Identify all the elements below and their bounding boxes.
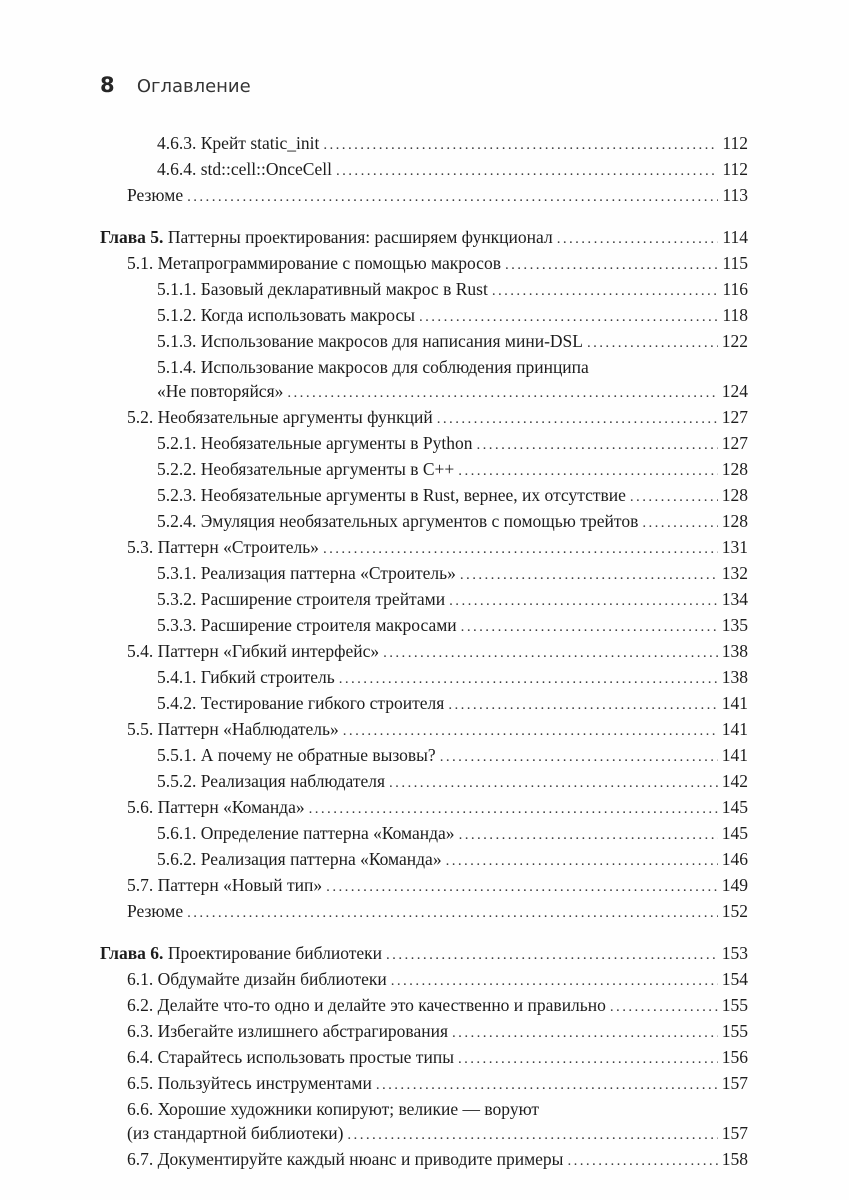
toc-entry-label: 5.2.3. Необязательные аргументы в Rust, вернее, их отсутствие	[157, 485, 626, 505]
toc-entry-page: 145	[721, 823, 748, 843]
page-number: 8	[100, 73, 115, 97]
toc-entry-label: 5.2.2. Необязательные аргументы в C++	[157, 459, 455, 479]
toc-entry-label: Глава 6. Проектирование библиотеки	[100, 943, 383, 963]
toc-entry	[100, 717, 748, 743]
toc-entry	[100, 1121, 748, 1147]
dot-leader	[557, 225, 719, 251]
toc-entry-page: 114	[722, 227, 748, 247]
dot-leader	[448, 691, 717, 717]
toc-entry	[100, 1071, 748, 1097]
dot-leader	[460, 561, 718, 587]
dot-leader	[492, 277, 719, 303]
toc-entry-label: 6.4. Старайтесь использовать простые типы	[127, 1047, 454, 1067]
dot-leader	[287, 379, 717, 405]
toc-entry-page: 134	[721, 589, 748, 609]
dot-leader	[383, 639, 718, 665]
toc-entry	[100, 405, 748, 431]
toc-entry	[100, 157, 748, 183]
dot-leader	[642, 509, 717, 535]
toc-entry-page: 153	[721, 943, 748, 963]
toc-entry-page: 113	[722, 185, 748, 205]
toc-entry-page: 152	[721, 901, 748, 921]
dot-leader	[610, 993, 718, 1019]
dot-leader	[476, 431, 717, 457]
toc-entry-label: 5.5. Паттерн «Наблюдатель»	[127, 719, 339, 739]
toc-entry	[100, 303, 748, 329]
toc-entry-label: 6.6. Хорошие художники копируют; великие — воруют	[127, 1099, 540, 1119]
toc-entry-page: 154	[721, 969, 748, 989]
dot-leader	[419, 303, 718, 329]
toc-chapter-prefix: Глава 5.	[100, 227, 164, 247]
toc-entry	[100, 183, 748, 209]
toc-entry	[100, 743, 748, 769]
dot-leader	[446, 847, 718, 873]
toc-entry-page: 128	[721, 485, 748, 505]
toc-entry-label: 5.1. Метапрограммирование с помощью макросов	[127, 253, 501, 273]
toc-entry-label: 5.1.4. Использование макросов для соблюдения принципа	[157, 357, 589, 377]
toc-entry	[100, 509, 748, 535]
toc-entry-label: 5.6.2. Реализация паттерна «Команда»	[157, 849, 442, 869]
toc-entry-page: 135	[721, 615, 748, 635]
toc-entry-label: 5.4.1. Гибкий строитель	[157, 667, 335, 687]
toc-entry-page: 132	[721, 563, 748, 583]
toc-entry-page: 149	[721, 875, 748, 895]
toc-entry-label: 4.6.3. Крейт static_init	[157, 133, 320, 153]
toc-entry-page: 145	[721, 797, 748, 817]
dot-leader	[630, 483, 718, 509]
dot-leader	[187, 183, 718, 209]
dot-leader	[309, 795, 718, 821]
dot-leader	[458, 1045, 718, 1071]
toc-entry	[100, 691, 748, 717]
toc-entry	[100, 873, 748, 899]
toc-entry-label: 5.2. Необязательные аргументы функций	[127, 407, 433, 427]
toc-entry-page: 115	[722, 253, 748, 273]
toc-entry-page: 157	[721, 1123, 748, 1143]
toc-entry-page: 124	[721, 381, 748, 401]
toc-entry-page: 122	[721, 331, 748, 351]
dot-leader	[461, 613, 718, 639]
toc-entry-label: 5.3.3. Расширение строителя макросами	[157, 615, 457, 635]
toc-entry	[100, 1019, 748, 1045]
toc-entry-label: Резюме	[127, 901, 184, 921]
toc-entry-label: Глава 5. Паттерны проектирования: расширяем функционал	[100, 227, 553, 247]
toc-entry-page: 116	[722, 279, 748, 299]
dot-leader	[386, 941, 718, 967]
toc-entry-label: «Не повторяйся»	[157, 381, 284, 401]
toc-entry-label: 5.2.4. Эмуляция необязательных аргументов с помощью трейтов	[157, 511, 639, 531]
toc-entry-page: 155	[721, 995, 748, 1015]
toc-entry	[100, 847, 748, 873]
toc-entry-label: 5.1.1. Базовый декларативный макрос в Rust	[157, 279, 488, 299]
toc-entry	[100, 1097, 748, 1121]
toc-entry	[100, 329, 748, 355]
toc-entry	[100, 457, 748, 483]
dot-leader	[323, 535, 718, 561]
running-head	[100, 73, 748, 97]
toc-entry	[100, 225, 748, 251]
toc-entry-label: Резюме	[127, 185, 184, 205]
toc-entry	[100, 277, 748, 303]
toc-entry	[100, 379, 748, 405]
toc-entry-page: 127	[721, 407, 748, 427]
toc-chapter-prefix: Глава 6.	[100, 943, 164, 963]
dot-leader	[458, 457, 717, 483]
toc-entry-page: 155	[721, 1021, 748, 1041]
toc-entry-label: 5.6.1. Определение паттерна «Команда»	[157, 823, 455, 843]
toc-entry	[100, 251, 748, 277]
toc-entry	[100, 587, 748, 613]
toc-entry	[100, 431, 748, 457]
dot-leader	[323, 131, 718, 157]
toc-entry	[100, 483, 748, 509]
toc-entry-page: 127	[721, 433, 748, 453]
toc-entry-label: 5.6. Паттерн «Команда»	[127, 797, 305, 817]
dot-leader	[449, 587, 718, 613]
toc-entry-page: 156	[721, 1047, 748, 1067]
toc-entry-label: 5.1.2. Когда использовать макросы	[157, 305, 415, 325]
toc-entry-label: 4.6.4. std::cell::OnceCell	[157, 159, 332, 179]
toc-entry-page: 128	[721, 459, 748, 479]
toc-entry-label: 5.5.1. А почему не обратные вызовы?	[157, 745, 436, 765]
toc-entry	[100, 639, 748, 665]
toc-entry-label: 5.3. Паттерн «Строитель»	[127, 537, 319, 557]
toc-entry-label: 6.3. Избегайте излишнего абстрагирования	[127, 1021, 449, 1041]
toc-entry-page: 138	[721, 667, 748, 687]
toc-entry-page: 118	[722, 305, 748, 325]
toc-entry	[100, 795, 748, 821]
toc-entry-page: 141	[721, 719, 748, 739]
dot-leader	[505, 251, 718, 277]
toc-entry-page: 131	[721, 537, 748, 557]
dot-leader	[339, 665, 718, 691]
dot-leader	[336, 157, 718, 183]
toc-entry	[100, 355, 748, 379]
toc-entry-label: 6.2. Делайте что-то одно и делайте это качественно и правильно	[127, 995, 606, 1015]
toc-entry-label: 6.5. Пользуйтесь инструментами	[127, 1073, 372, 1093]
dot-leader	[567, 1147, 717, 1173]
dot-leader	[347, 1121, 717, 1147]
dot-leader	[389, 769, 718, 795]
dot-leader	[440, 743, 718, 769]
toc-entry	[100, 769, 748, 795]
dot-leader	[326, 873, 718, 899]
toc-entry	[100, 561, 748, 587]
dot-leader	[343, 717, 718, 743]
toc-entry	[100, 941, 748, 967]
toc-entry-page: 112	[722, 159, 748, 179]
toc-entry-label: 5.3.1. Реализация паттерна «Строитель»	[157, 563, 456, 583]
toc-entry	[100, 899, 748, 925]
page-title: Оглавление	[136, 76, 251, 97]
dot-leader	[452, 1019, 718, 1045]
dot-leader	[459, 821, 718, 847]
toc-entry	[100, 665, 748, 691]
table-of-contents	[100, 131, 748, 1173]
toc-entry-page: 141	[721, 745, 748, 765]
toc-entry-page: 138	[721, 641, 748, 661]
dot-leader	[587, 329, 718, 355]
toc-entry-label: 6.7. Документируйте каждый нюанс и приводите примеры	[127, 1149, 564, 1169]
toc-entry-page: 157	[721, 1073, 748, 1093]
toc-entry-label: 5.4.2. Тестирование гибкого строителя	[157, 693, 445, 713]
toc-entry-page: 142	[721, 771, 748, 791]
toc-entry-label: 5.5.2. Реализация наблюдателя	[157, 771, 386, 791]
dot-leader	[391, 967, 718, 993]
toc-entry-label: 5.4. Паттерн «Гибкий интерфейс»	[127, 641, 380, 661]
toc-entry	[100, 967, 748, 993]
toc-entry	[100, 535, 748, 561]
dot-leader	[376, 1071, 718, 1097]
toc-entry	[100, 1147, 748, 1173]
toc-entry-label: (из стандартной библиотеки)	[127, 1123, 344, 1143]
toc-entry-label: 5.3.2. Расширение строителя трейтами	[157, 589, 446, 609]
toc-entry-label: 5.1.3. Использование макросов для написания мини-DSL	[157, 331, 583, 351]
toc-entry-label: 6.1. Обдумайте дизайн библиотеки	[127, 969, 387, 989]
toc-entry	[100, 1045, 748, 1071]
toc-entry-label: 5.7. Паттерн «Новый тип»	[127, 875, 323, 895]
toc-entry-page: 146	[721, 849, 748, 869]
dot-leader	[187, 899, 718, 925]
toc-entry-page: 141	[721, 693, 748, 713]
toc-entry	[100, 131, 748, 157]
toc-entry-page: 112	[722, 133, 748, 153]
toc-entry-page: 128	[721, 511, 748, 531]
toc-entry	[100, 993, 748, 1019]
toc-entry-page: 158	[721, 1149, 748, 1169]
dot-leader	[437, 405, 718, 431]
toc-entry	[100, 613, 748, 639]
toc-entry	[100, 821, 748, 847]
toc-entry-label: 5.2.1. Необязательные аргументы в Python	[157, 433, 473, 453]
